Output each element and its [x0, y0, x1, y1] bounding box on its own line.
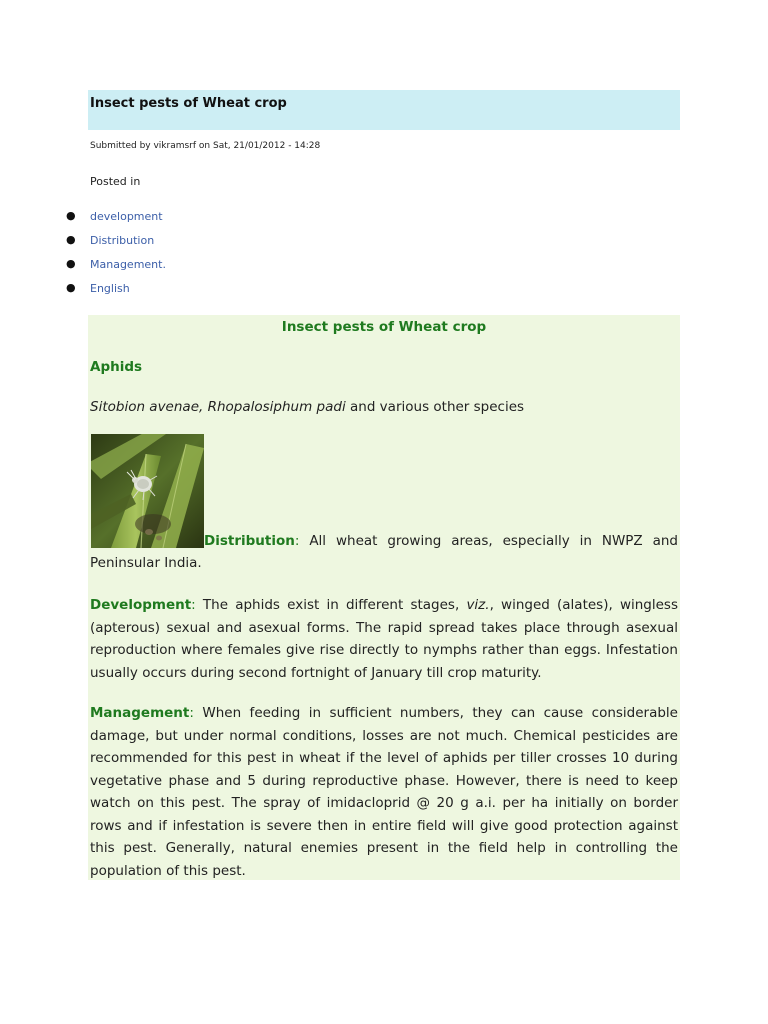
article-content — [88, 315, 680, 880]
development-label: Development — [90, 597, 192, 613]
distribution-colon: : — [294, 533, 300, 549]
distribution-paragraph — [204, 530, 678, 553]
tag-link-english[interactable]: English — [90, 282, 130, 295]
species-names: Sitobion avenae, Rhopalosiphum padi — [90, 399, 346, 415]
distribution-label: Distribution — [204, 533, 295, 549]
development-viz: viz. — [466, 597, 490, 613]
development-paragraph — [90, 594, 678, 684]
bullet-icon: ● — [66, 281, 76, 294]
article-title: Insect pests of Wheat crop — [281, 319, 487, 335]
tag-link-distribution[interactable]: Distribution — [90, 234, 155, 247]
bullet-icon: ● — [66, 209, 76, 222]
title-bar — [88, 90, 680, 130]
species-line — [90, 399, 524, 415]
tag-link-management[interactable]: Management. — [90, 258, 166, 271]
management-label: Management — [90, 705, 190, 721]
management-paragraph — [90, 702, 678, 882]
submitted-info: Submitted by vikramsrf on Sat, 21/01/2012 - 14:28 — [90, 141, 321, 151]
posted-in-label: Posted in — [90, 175, 141, 188]
bullet-icon: ● — [66, 233, 76, 246]
page-title: Insect pests of Wheat crop — [90, 96, 287, 111]
development-text: The aphids exist in different stages, — [195, 597, 467, 613]
tag-link-development[interactable]: development — [90, 210, 163, 223]
bullet-icon: ● — [66, 257, 76, 270]
distribution-text-continued: Peninsular India. — [90, 555, 202, 571]
distribution-text: All wheat growing areas, especially in NWPZ and — [299, 533, 678, 549]
section-heading: Aphids — [90, 359, 143, 375]
development-text-rest: , winged (alates), wingless (apterous) sexual and asexual forms. The rapid spread takes place through asexual reproduction where females give rise directly to nymphs rather than eggs. Infestation usually occurs during second fortnight of January till crop maturity. — [90, 597, 678, 681]
development-colon: : — [191, 597, 196, 613]
management-colon: : — [189, 705, 194, 721]
species-suffix: and various other species — [345, 399, 525, 415]
management-text: When feeding in sufficient numbers, they can cause considerable damage, but under normal conditions, losses are not much. Chemical pesticides are recommended for this pest in wheat if the level of aphids per tiller crosses 10 during vegetative phase and 5 during reproductive phase. However, there is need to keep watch on this pest. The spray of imidacloprid @ 20 g a.i. per ha initially on border rows and if infestation is severe then in entire field will give good protection against this pest. Generally, natural enemies present in the field help in controlling the population of this pest. — [90, 705, 678, 879]
aphid-photo — [91, 434, 204, 548]
